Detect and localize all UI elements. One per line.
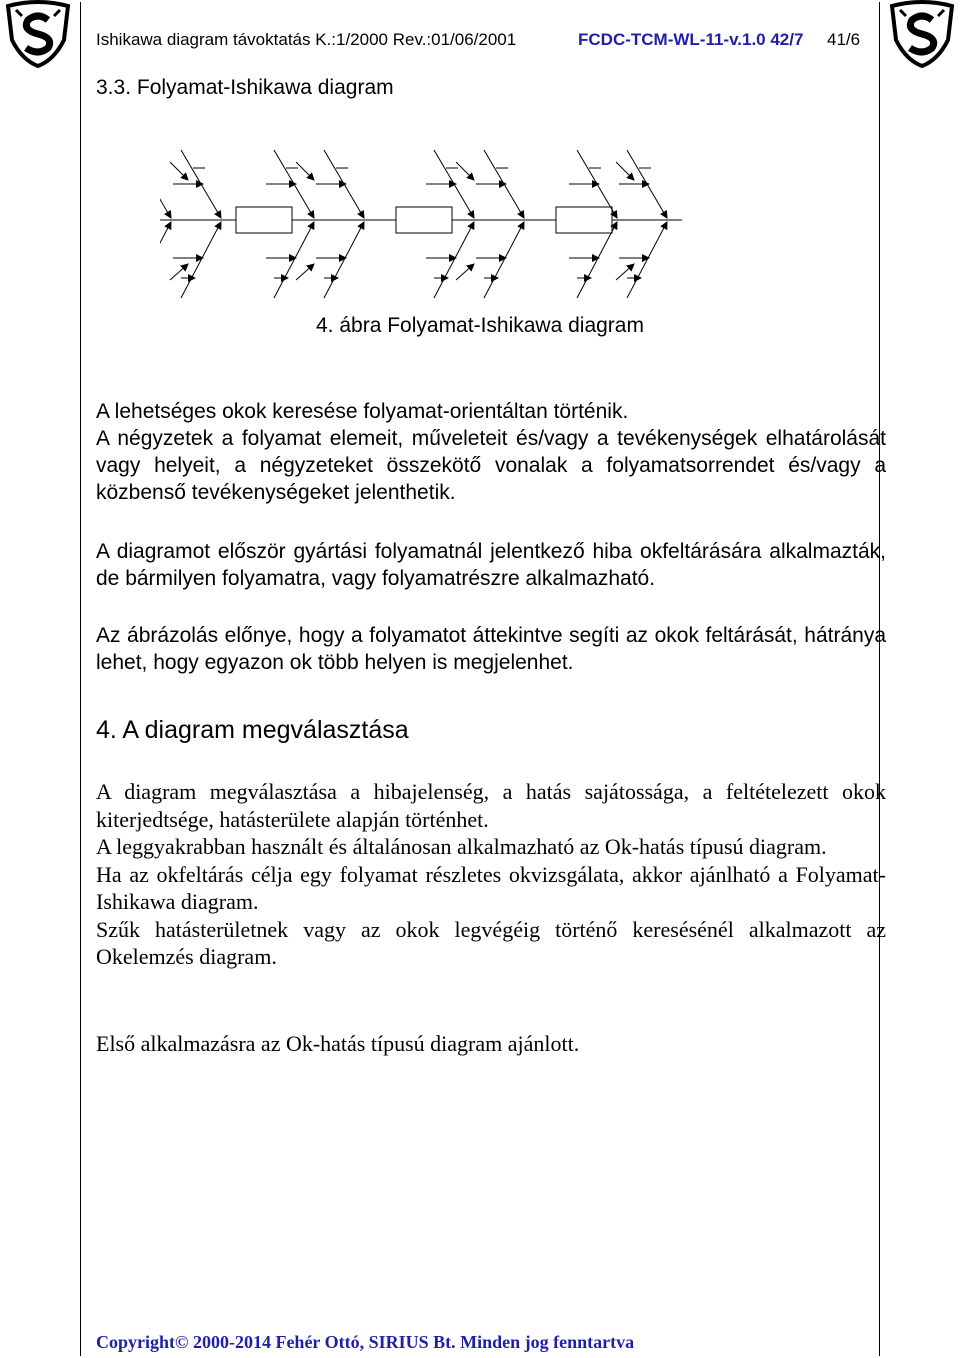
cause-arrow (296, 162, 314, 180)
cause-arrow (456, 264, 474, 280)
paragraph-line: A négyzetek a folyamat elemeit, műveleteit és/vagy a tevékenységek elhatárolását vagy helyeit, a négyzeteket összekötő vonalak a folyamatsorrendet és/vagy a közbenső tevékenységeket jelenthetik. (96, 427, 886, 504)
process-step-box (236, 207, 292, 233)
paragraph-line: A leggyakrabban használt és általánosan alkalmazható az Ok-hatás típusú diagram. (96, 834, 827, 859)
cause-arrow (456, 162, 474, 180)
sirius-logo-icon (888, 0, 956, 68)
cause-arrow (296, 264, 314, 280)
cause-bone-line (324, 222, 364, 298)
cause-bone-line (484, 222, 524, 298)
header-doc-code: FCDC-TCM-WL-11-v.1.0 42/7 (578, 30, 804, 49)
footer-copyright: Copyright© 2000-2014 Fehér Ottó, SIRIUS Bt. Minden jog fenntartva (96, 1332, 635, 1352)
paragraph-advantage (96, 622, 886, 676)
paragraph-intro (96, 398, 886, 506)
paragraph-text: Első alkalmazásra az Ok-hatás típusú diagram ajánlott. (96, 1031, 580, 1056)
paragraph-line: Ha az okfeltárás célja egy folyamat részletes okvizsgálata, akkor ajánlható a Folyamat-Ishikawa diagram. (96, 861, 886, 914)
paragraph-line: A lehetséges okok keresése folyamat-orientáltan történik. (96, 400, 629, 423)
header-title: Ishikawa diagram távoktatás K.:1/2000 Rev.:01/06/2001 (96, 30, 517, 49)
figure-caption: 4. ábra Folyamat-Ishikawa diagram (316, 314, 644, 337)
cause-arrow (616, 162, 634, 180)
process-ishikawa-diagram (160, 146, 800, 302)
section-title: 3.3. Folyamat-Ishikawa diagram (96, 76, 394, 99)
paragraph-selection (96, 778, 886, 971)
process-step-box (556, 207, 612, 233)
paragraph-origin (96, 538, 886, 592)
header-page-number: 41/6 (827, 30, 861, 49)
cause-bone-line (627, 222, 667, 298)
process-step-box (396, 207, 452, 233)
cause-arrow (170, 162, 188, 180)
cause-bone-line (160, 222, 171, 298)
cause-bone-line (160, 150, 171, 218)
sirius-logo-icon (4, 0, 72, 68)
paragraph-line: A diagram megválasztása a hibajelenség, a hatás sajátossága, a feltételezett okok kiterjedtsége, hatásterülete alapján történhet. (96, 779, 886, 832)
cause-bone-line (181, 222, 221, 298)
paragraph-recommendation (96, 1030, 886, 1057)
paragraph-text: Az ábrázolás előnye, hogy a folyamatot áttekintve segíti az okok feltárását, hátránya lehet, hogy egyazon ok több helyen is megjelenhet. (96, 624, 886, 674)
section-heading: 4. A diagram megválasztása (96, 716, 409, 744)
paragraph-line: Szűk hatásterületnek vagy az okok legvégéig történő keresésénél alkalmazott az Okelemzés diagram. (96, 916, 886, 969)
paragraph-text: A diagramot először gyártási folyamatnál jelentkező hiba okfeltárására alkalmazták, de bármilyen folyamatra, vagy folyamatrészre alkalmazható. (96, 540, 886, 590)
